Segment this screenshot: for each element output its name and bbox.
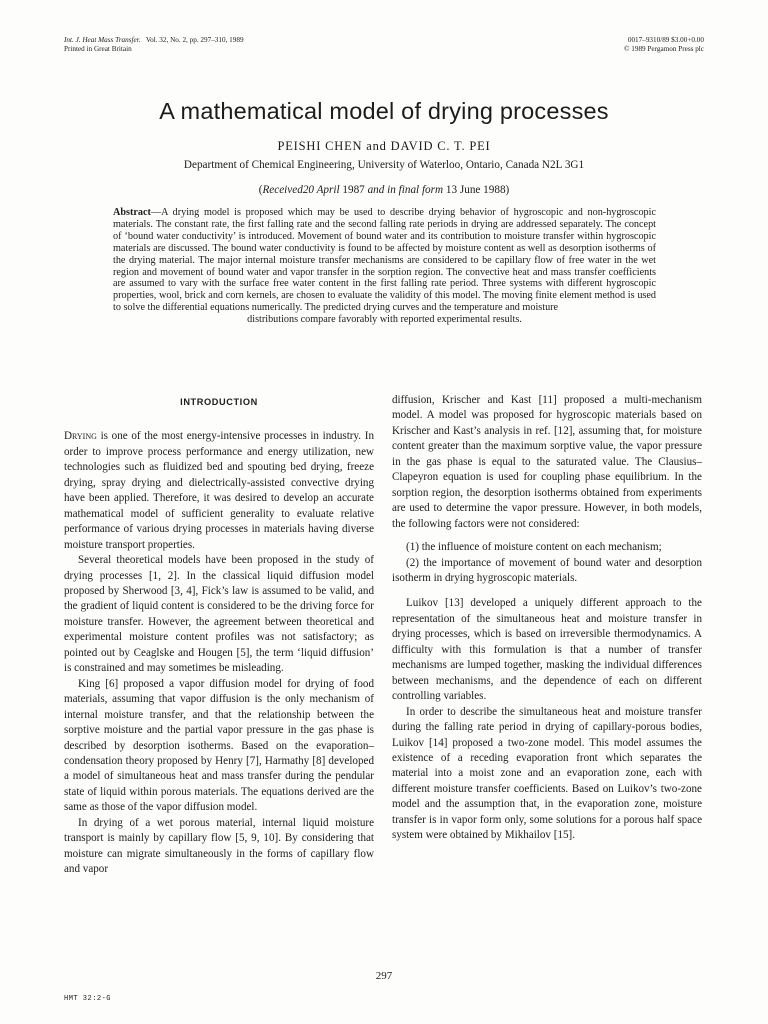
journal-volume: Vol. 32, No. 2, pp. 297–310, 1989 xyxy=(145,36,244,44)
intro-paragraph-7: In order to describe the simultaneous heat and moisture transfer during the falling rate period in drying of capillary-porous bodies, Luikov [14] proposed a two-zone model. This model assumes the existence of a receding evaporation front which separates the material into a moist zone and an evaporation zone, each with different moisture transfer coefficients. Based on Luikov’s two-zone model and the assumption that, in the evaporation zone, moisture transfer is in vapor form only, some solutions for a porous half space system were obtained by Mikhailov [15]. xyxy=(392,705,702,842)
printed-in: Printed in Great Britain xyxy=(64,45,132,53)
intro-paragraph-5: diffusion, Krischer and Kast [11] proposed a multi-mechanism model. A model was proposed for hygroscopic materials based on Krischer and Kast’s analysis in ref. [12], assuming that, for moisture content greater than the maximum sorptive value, the vapor pressure in the gas phase is equal to the saturated value. The Clausius–Clapeyron equation is used for coupling phase equilibrium. In the sorption region, the desorption isotherms obtained from experiments are used to determine the vapor pressure. However, in both models, the following factors were not considered: xyxy=(392,394,702,530)
authors: PEISHI CHEN and DAVID C. T. PEI xyxy=(277,139,491,153)
copyright: © 1989 Pergamon Press plc xyxy=(624,45,704,53)
abstract xyxy=(113,207,656,326)
footer-code: HMT 32:2-G xyxy=(64,995,112,1003)
received-dates: (Received20 April 1987 and in final form 13 June 1988) xyxy=(258,184,510,196)
issn: 0017–9310/89 $3.00+0.00 xyxy=(627,36,704,44)
journal-name: Int. J. Heat Mass Transfer. xyxy=(64,36,141,44)
intro-paragraph-2: Several theoretical models have been proposed in the study of drying processes [1, 2]. In the classical liquid diffusion model proposed by Sherwood [3, 4], Fick’s law is assumed to be valid, and the gradient of liquid content is considered to be the driving force for moisture transfer. However, the agreement between theoretical and experimental moisture content profiles was not satisfactory; as pointed out by Ceaglske and Hougen [5], the term ‘liquid diffusion’ is constrained and may sometimes be misleading. xyxy=(64,554,374,675)
abstract-text: —A drying model is proposed which may be used to describe drying behavior of hygroscopic and non-hygroscopic materials. The constant rate, the first falling rate and the second falling rate periods in drying are addressed separately. The concept of ‘bound water conductivity’ is introduced. Movement of bound water and its contribution to moisture transfer within hygroscopic materials are discussed. The bound water conductivity is found to be affected by moisture content as well as desorption isotherms of the drying material. The major internal moisture transfer mechanisms are considered to be capillary flow of free water in the wet region and movement of bound water and vapor transfer in the sorption region. The convective heat and mass transfer coefficients are assumed to vary with the surface free water content in the first falling rate period. Three systems with different hygroscopic properties, wool, brick and corn kernels, are chosen to evaluate the validity of this model. The moving finite element method is used to solve the differential equations numerically. The predicted drying curves and the temperature and moisture xyxy=(113,207,656,314)
intro-paragraph-6: Luikov [13] developed a uniquely different approach to the representation of the simultaneous heat and moisture transfer in drying processes, which is based on irreversible thermodynamics. A difficulty with this formulation is that a number of transfer mechanisms are lumped together, masking the individual differences between mechanisms, and the dependence of each on different controlling variables. xyxy=(392,597,702,703)
paper-title: A mathematical model of drying processes xyxy=(159,98,609,124)
journal-header xyxy=(64,36,244,54)
right-column xyxy=(392,393,702,844)
left-column xyxy=(64,393,374,878)
abstract-last-line: distributions compare favorably with reported experimental results. xyxy=(247,314,522,326)
abstract-label: Abstract xyxy=(113,207,151,218)
section-heading-introduction: INTRODUCTION xyxy=(180,397,258,407)
page-number: 297 xyxy=(375,970,393,982)
intro-paragraph-1: Drying is one of the most energy-intensive processes in industry. In order to improve process performance and energy utilization, new technologies such as fluidized bed and spouting bed drying, freeze drying, spray drying and dielectrically-assisted convective drying have been applied. Therefore, it was desired to develop an accurate mathematical model of sufficient generality to evaluate relative performance of various drying processes in materials having diverse moisture transport properties. xyxy=(64,430,374,551)
intro-paragraph-4: In drying of a wet porous material, internal liquid moisture transport is mainly by capillary flow [5, 9, 10]. By considering that moisture can migrate simultaneously in the forms of capillary flow and vapor xyxy=(64,816,374,876)
intro-paragraph-3: King [6] proposed a vapor diffusion model for drying of food materials, assuming that vapor diffusion is the only mechanism of internal moisture transfer, and that the relationship between the sorptive moisture and the partial vapor pressure in the gas phase is described by desorption isotherms. Based on the evaporation–condensation theory proposed by Henry [7], Harmathy [8] developed a model of simultaneous heat and mass transfer during the pendular state of liquid within porous materials. The equations derived are the same as those of the vapor diffusion model. xyxy=(64,677,374,814)
affiliation: Department of Chemical Engineering, University of Waterloo, Ontario, Canada N2L 3G1 xyxy=(183,159,585,171)
publisher-header xyxy=(624,36,704,54)
list-item-1: (1) the influence of moisture content on each mechanism; xyxy=(406,541,662,554)
list-item-2: (2) the importance of movement of bound water and desorption isotherm in drying hygroscopic materials. xyxy=(392,556,702,584)
